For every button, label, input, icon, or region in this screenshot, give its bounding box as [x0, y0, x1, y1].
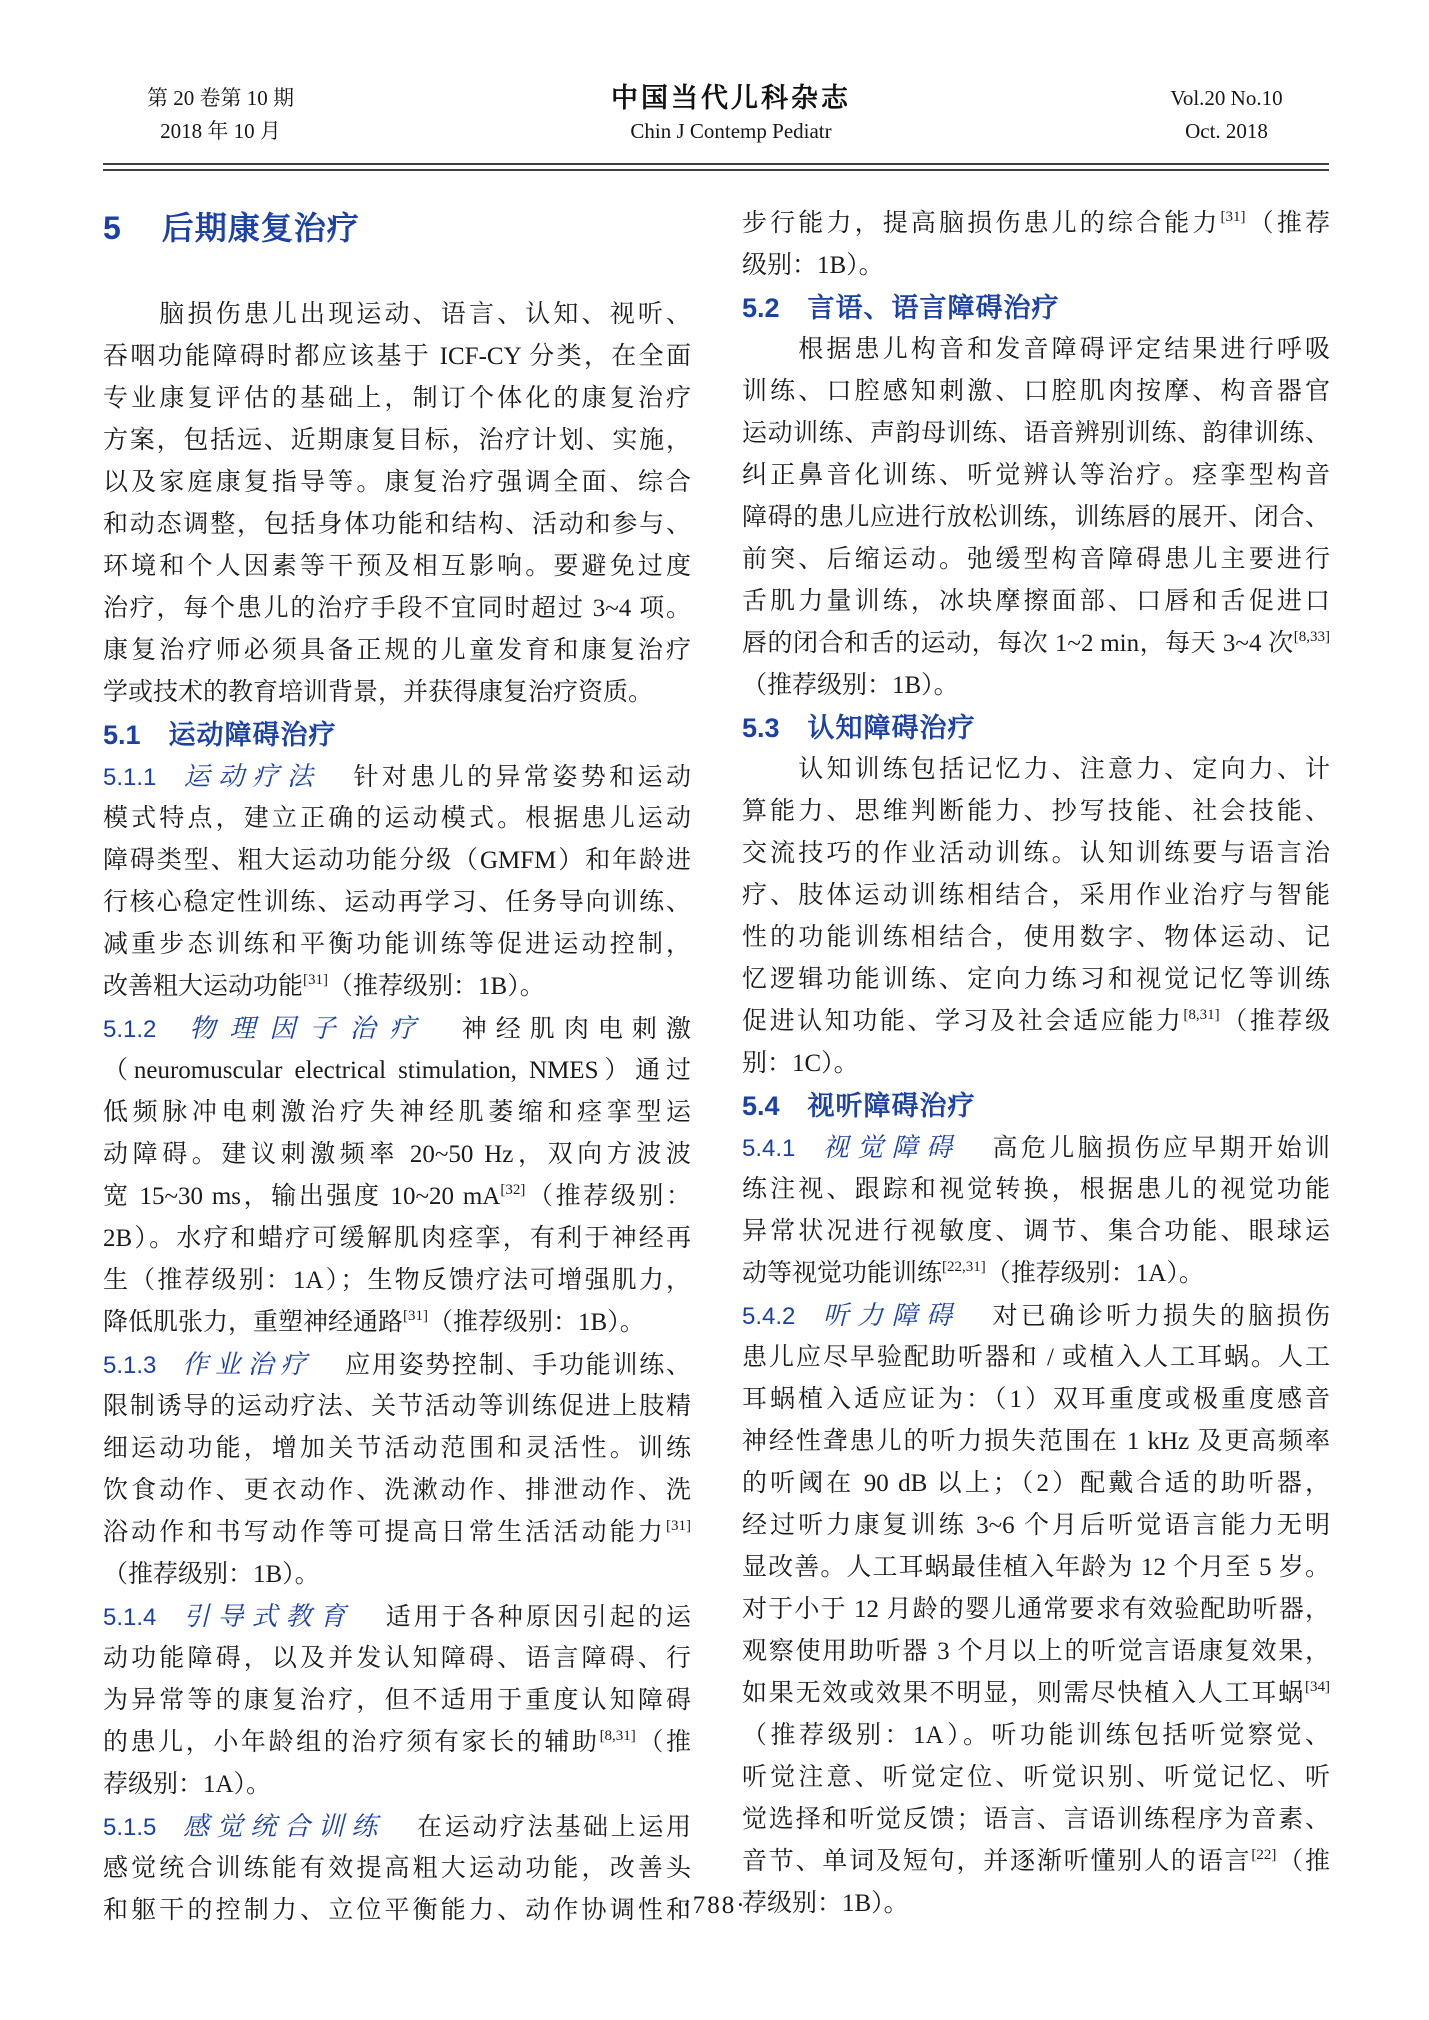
- text-line: 限制诱导的运动疗法、关节活动等训练促进上肢精: [103, 1393, 691, 1420]
- page-number: ·788·: [682, 1892, 747, 1919]
- text-line: 和躯干的控制力、立位平衡能力、动作协调性和: [103, 1897, 691, 1924]
- article-body: [103, 203, 1329, 1943]
- text-line: 荐级别：1B）。: [742, 1890, 909, 1917]
- text-line: 耳蜗植入适应证为：（1）双耳重度或极重度感音: [742, 1386, 1330, 1413]
- text-line: 宽 15~30 ms，输出强度 10~20 mA[32]（推荐级别：: [103, 1182, 691, 1210]
- text-line: 如果无效或效果不明显，则需尽快植入人工耳蜗[34]: [742, 1679, 1330, 1707]
- citation-ref: [31]: [1220, 209, 1246, 225]
- header-left: [103, 82, 338, 148]
- text-line: 级别：1B）。: [742, 252, 884, 279]
- text-line: 患儿应尽早验配助听器和 / 或植入人工耳蜗。人工: [742, 1344, 1330, 1371]
- header-right: [1124, 82, 1329, 148]
- text-line: 模式特点，建立正确的运动模式。根据患儿运动: [103, 805, 691, 832]
- text-line: 经过听力康复训练 3~6 个月后听觉语言能力无明: [742, 1512, 1330, 1539]
- citation-ref: [31]: [666, 1518, 691, 1534]
- subsection-number: 5.3: [742, 713, 780, 743]
- text-line: 觉选择和听觉反馈；语言、言语训练程序为音素、: [742, 1806, 1330, 1833]
- subsubsection-title: 听力障碍: [819, 1301, 961, 1330]
- text-line: 脑损伤患儿出现运动、语言、认知、视听、: [103, 301, 691, 328]
- subsubsection-number: 5.1.3: [103, 1352, 157, 1379]
- text-line: 算能力、思维判断能力、抄写技能、社会技能、: [742, 798, 1330, 825]
- subsection-title: 言语、语言障碍治疗: [807, 293, 1060, 323]
- issue-date-cn: 2018 年 10 月: [160, 119, 281, 143]
- text-line: 动等视觉功能训练[22,31]（推荐级别：1A）。: [742, 1259, 1204, 1287]
- subsection-heading: [742, 707, 1330, 749]
- section-heading: [103, 203, 691, 253]
- text-line: 细运动功能，增加关节活动范围和灵活性。训练: [103, 1435, 691, 1462]
- journal-title-en: Chin J Contemp Pediatr: [630, 119, 832, 143]
- text-line: （推荐级别：1B）。: [103, 1561, 320, 1588]
- text-line: 疗、肢体运动训练相结合，采用作业治疗与智能: [742, 882, 1330, 909]
- subsubsection-number: 5.1.5: [103, 1814, 157, 1841]
- text-line: 学或技术的教育培训背景，并获得康复治疗资质。: [103, 679, 654, 706]
- subsubsection-title: 引导式教育: [180, 1602, 354, 1631]
- text-line: 专业康复评估的基础上，制订个体化的康复治疗: [103, 385, 691, 412]
- citation-ref: [34]: [1305, 1679, 1330, 1695]
- text-line: 5.1.5 感觉统合训练 在运动疗法基础上运用: [103, 1812, 691, 1841]
- text-line: 饮食动作、更衣动作、洗漱动作、排泄动作、洗: [103, 1477, 691, 1504]
- text-line: 性的功能训练相结合，使用数字、物体运动、记: [742, 924, 1330, 951]
- subsubsection-title: 运动疗法: [180, 762, 322, 791]
- text-line: 5.4.2 听力障碍 对已确诊听力损失的脑损伤: [742, 1301, 1330, 1330]
- text-line: 减重步态训练和平衡功能训练等促进运动控制，: [103, 931, 691, 958]
- subsubsection-title: 视觉障碍: [819, 1133, 961, 1162]
- text-line: 促进认知功能、学习及社会适应能力[8,31]（推荐级: [742, 1007, 1330, 1035]
- text-line: 降低肌张力，重塑神经通路[31]（推荐级别：1B）。: [103, 1308, 645, 1336]
- text-line: 练注视、跟踪和视觉转换，根据患儿的视觉功能: [742, 1176, 1330, 1203]
- left-column: [103, 203, 691, 1932]
- page-footer: [0, 1892, 1429, 1920]
- section-number: 5: [103, 210, 122, 246]
- subsubsection-number: 5.1.2: [103, 1016, 157, 1043]
- citation-ref: [32]: [500, 1182, 526, 1198]
- subsection-heading: [742, 287, 1330, 329]
- volume-issue-en: Vol.20 No.10: [1170, 86, 1283, 110]
- text-line: 康复治疗师必须具备正规的儿童发育和康复治疗: [103, 637, 691, 664]
- text-line: 5.1.2 物理因子治疗 神经肌肉电刺激: [103, 1014, 691, 1043]
- text-line: 和动态调整，包括身体功能和结构、活动和参与、: [103, 511, 691, 538]
- subsection-title: 运动障碍治疗: [168, 720, 337, 750]
- text-line: 动功能障碍，以及并发认知障碍、语言障碍、行: [103, 1645, 691, 1672]
- journal-title-cn: 中国当代儿科杂志: [611, 83, 851, 113]
- text-line: 听觉注意、听觉定位、听觉识别、听觉记忆、听: [742, 1764, 1330, 1791]
- citation-ref: [8,33]: [1293, 629, 1330, 645]
- text-line: 神经性聋患儿的听力损失范围在 1 kHz 及更高频率: [742, 1428, 1330, 1455]
- text-line: 异常状况进行视敏度、调节、集合功能、眼球运: [742, 1218, 1330, 1245]
- text-line: 方案，包括远、近期康复目标，治疗计划、实施，: [103, 427, 691, 454]
- text-line: 环境和个人因素等干预及相互影响。要避免过度: [103, 553, 691, 580]
- text-line: 生（推荐级别：1A）；生物反馈疗法可增强肌力，: [103, 1267, 691, 1294]
- subsection-number: 5.1: [103, 720, 141, 750]
- citation-ref: [22]: [1251, 1847, 1277, 1863]
- citation-ref: [22,31]: [942, 1259, 986, 1275]
- text-line: 观察使用助听器 3 个月以上的听觉言语康复效果，: [742, 1638, 1330, 1665]
- subsubsection-title: 感觉统合训练: [180, 1812, 386, 1841]
- text-line: 步行能力，提高脑损伤患儿的综合能力[31]（推荐: [742, 209, 1330, 237]
- text-line: （推荐级别：1A）。听功能训练包括听觉察觉、: [742, 1722, 1330, 1749]
- subsubsection-title: 物理因子治疗: [180, 1014, 430, 1043]
- text-line: 吞咽功能障碍时都应该基于 ICF-CY 分类，在全面: [103, 343, 691, 370]
- text-line: 舌肌力量训练，冰块摩擦面部、口唇和舌促进口: [742, 588, 1330, 615]
- text-line: 障碍的患儿应进行放松训练，训练唇的展开、闭合、: [742, 504, 1330, 531]
- header-center: [611, 82, 851, 148]
- subsection-title: 认知障碍治疗: [807, 713, 976, 743]
- right-column: [742, 203, 1330, 1925]
- text-line: （neuromuscular electrical stimulation, NMES）通过: [103, 1057, 691, 1084]
- text-line: （推荐级别：1B）。: [742, 672, 959, 699]
- text-line: 交流技巧的作业活动训练。认知训练要与语言治: [742, 840, 1330, 867]
- text-line: 5.1.3 作业治疗 应用姿势控制、手功能训练、: [103, 1350, 691, 1379]
- text-line: 唇的闭合和舌的运动，每次 1~2 min，每天 3~4 次[8,33]: [742, 629, 1330, 657]
- text-line: 以及家庭康复指导等。康复治疗强调全面、综合: [103, 469, 691, 496]
- text-line: 浴动作和书写动作等可提高日常生活活动能力[31]: [103, 1518, 691, 1546]
- citation-ref: [31]: [403, 1308, 429, 1324]
- text-line: 训练、口腔感知刺激、口腔肌肉按摩、构音器官: [742, 378, 1330, 405]
- citation-ref: [8,31]: [1183, 1007, 1220, 1023]
- text-line: 根据患儿构音和发音障碍评定结果进行呼吸: [742, 336, 1330, 363]
- text-line: 为异常等的康复治疗，但不适用于重度认知障碍: [103, 1687, 691, 1714]
- subsection-heading: [742, 1085, 1330, 1127]
- subsection-number: 5.4: [742, 1091, 780, 1121]
- text-line: 5.4.1 视觉障碍 高危儿脑损伤应早期开始训: [742, 1133, 1330, 1162]
- citation-ref: [8,31]: [599, 1728, 636, 1744]
- text-line: 忆逻辑功能训练、定向力练习和视觉记忆等训练: [742, 966, 1330, 993]
- text-line: 感觉统合训练能有效提高粗大运动功能，改善头: [103, 1855, 691, 1882]
- text-line: 别：1C）。: [742, 1050, 859, 1077]
- subsection-title: 视听障碍治疗: [807, 1091, 976, 1121]
- subsection-number: 5.2: [742, 293, 780, 323]
- subsubsection-number: 5.1.1: [103, 764, 157, 791]
- text-line: 低频脉冲电刺激治疗失神经肌萎缩和痉挛型运: [103, 1099, 691, 1126]
- text-line: 障碍类型、粗大运动功能分级（GMFM）和年龄进: [103, 847, 691, 874]
- issue-date-en: Oct. 2018: [1185, 119, 1268, 143]
- header-divider: [103, 163, 1329, 171]
- text-line: 治疗，每个患儿的治疗手段不宜同时超过 3~4 项。: [103, 595, 691, 622]
- text-line: 的听阈在 90 dB 以上；（2）配戴合适的助听器，: [742, 1470, 1330, 1497]
- text-line: 的患儿，小年龄组的治疗须有家长的辅助[8,31]（推: [103, 1728, 691, 1756]
- subsubsection-number: 5.4.2: [742, 1303, 796, 1330]
- text-line: 5.1.4 引导式教育 适用于各种原因引起的运: [103, 1602, 691, 1631]
- volume-issue-cn: 第 20 卷第 10 期: [147, 86, 294, 110]
- subsubsection-number: 5.1.4: [103, 1604, 157, 1631]
- page-header: [103, 82, 1329, 148]
- subsubsection-number: 5.4.1: [742, 1135, 796, 1162]
- text-line: 纠正鼻音化训练、听觉辨认等治疗。痉挛型构音: [742, 462, 1330, 489]
- text-line: 前突、后缩运动。弛缓型构音障碍患儿主要进行: [742, 546, 1330, 573]
- text-line: 行核心稳定性训练、运动再学习、任务导向训练、: [103, 889, 691, 916]
- text-line: 音节、单词及短句，并逐渐听懂别人的语言[22]（推: [742, 1847, 1330, 1875]
- text-line: 运动训练、声韵母训练、语音辨别训练、韵律训练、: [742, 420, 1330, 447]
- subsubsection-title: 作业治疗: [180, 1350, 314, 1379]
- subsection-heading: [103, 714, 691, 756]
- text-line: 动障碍。建议刺激频率 20~50 Hz，双向方波波: [103, 1141, 691, 1168]
- text-line: 荐级别：1A）。: [103, 1771, 272, 1798]
- section-title: 后期康复治疗: [161, 210, 360, 246]
- citation-ref: [31]: [303, 972, 329, 988]
- text-line: 5.1.1 运动疗法 针对患儿的异常姿势和运动: [103, 762, 691, 791]
- text-line: 对于小于 12 月龄的婴儿通常要求有效验配助听器，: [742, 1596, 1330, 1623]
- text-line: 认知训练包括记忆力、注意力、定向力、计: [742, 756, 1330, 783]
- text-line: 2B）。水疗和蜡疗可缓解肌肉痉挛，有利于神经再: [103, 1225, 691, 1252]
- text-line: 改善粗大运动功能[31]（推荐级别：1B）。: [103, 972, 545, 1000]
- text-line: 显改善。人工耳蜗最佳植入年龄为 12 个月至 5 岁。: [742, 1554, 1330, 1581]
